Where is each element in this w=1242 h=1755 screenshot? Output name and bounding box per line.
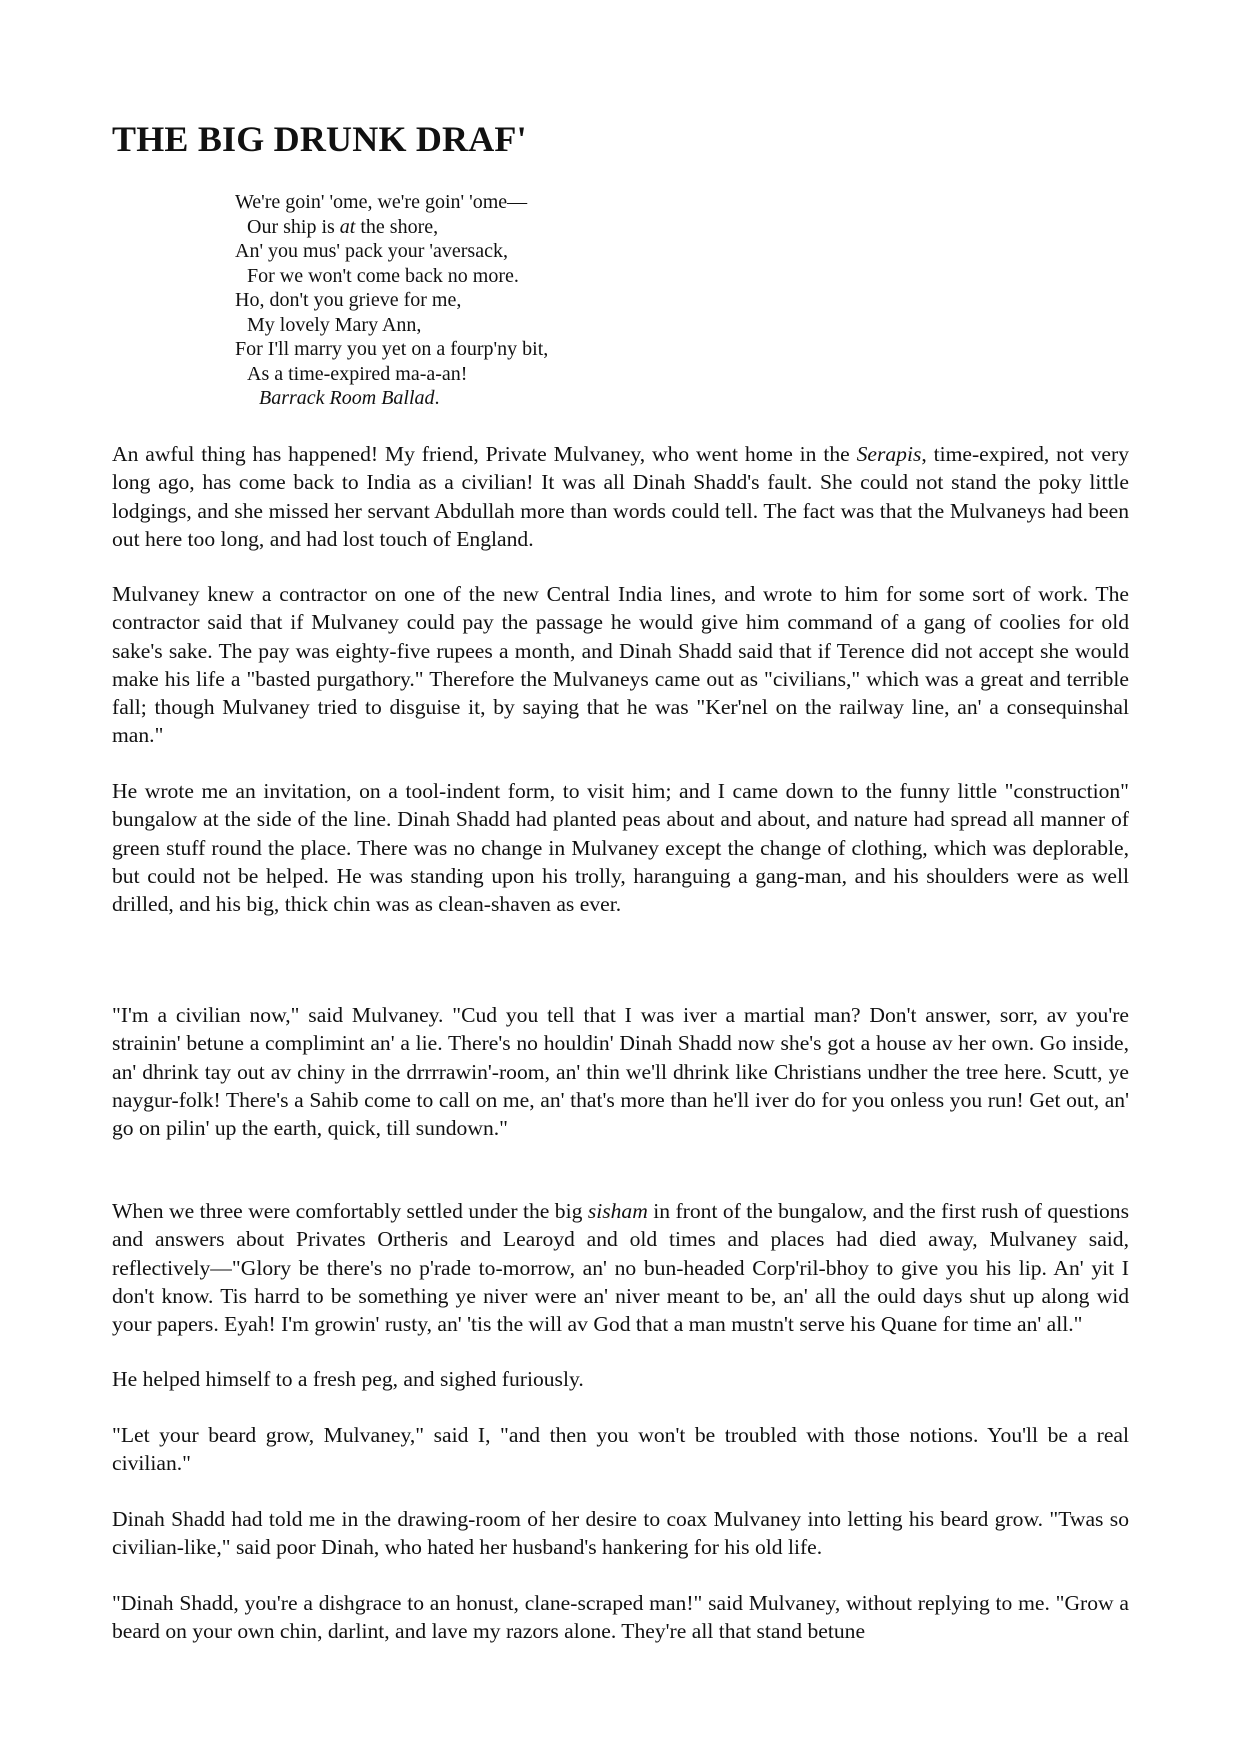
epigraph-line: For I'll marry you yet on a fourp'ny bit, — [235, 338, 549, 360]
epigraph-line: As a time-expired ma-a-an! — [247, 362, 468, 385]
epigraph-line: An' you mus' pack your 'aversack, — [235, 240, 508, 262]
epigraph-line — [235, 215, 735, 240]
epigraph-line-part: the shore, — [355, 215, 439, 238]
paragraph-4: "I'm a civilian now," said Mulvaney. "Cud you tell that I was iver a martial man? Don't answer, sorr, av you're strainin' betune a complimint an' a lie. There's no houldin' Dinah Shadd now she's got a house av her own. Go inside, an' dhrink tay out av chiny in the drrrrawin'-room, an' thin we'll dhrink like Christians undher the tree here. Scutt, ye naygur-folk! There's a Sahib come to call on me, an' that's more than he'll iver do for you onless you run! Get out, an' go on pilin' up the earth, quick, till sundown." — [112, 1003, 1129, 1141]
epigraph-line: For we won't come back no more. — [247, 264, 519, 287]
paragraph-text: An awful thing has happened! My friend, Private Mulvaney, who went home in the — [112, 442, 857, 466]
epigraph-line: My lovely Mary Ann, — [247, 313, 422, 336]
paragraph-7: "Let your beard grow, Mulvaney," said I, "and then you won't be troubled with those notions. You'll be a real civilian." — [112, 1423, 1129, 1476]
epigraph-source — [235, 386, 735, 411]
epigraph-line: Ho, don't you grieve for me, — [235, 289, 462, 311]
epigraph-emphasis: at — [339, 215, 356, 238]
tree-name: sisham — [587, 1199, 648, 1223]
ship-name: Serapis — [856, 442, 922, 466]
paragraph-text: , time-expired, not very long ago, has come back to India as a civilian! It was all Dinah Shadd's fault. She could not stand the poky little lodgings, and she missed her servant Abdullah more than words could tell. The fact was that the Mulvaneys had been out here too long, and had lost touch of England. — [112, 442, 1129, 551]
paragraph-3: He wrote me an invitation, on a tool-indent form, to visit him; and I came down to the funny little "construction" bungalow at the side of the line. Dinah Shadd had planted peas about and about, and nature had spread all manner of green stuff round the place. There was no change in Mulvaney except the change of clothing, which was deplorable, but could not be helped. He was standing upon his trolly, haranguing a gang-man, and his shoulders were as well drilled, and his big, thick chin was as clean-shaven as ever. — [112, 779, 1129, 917]
paragraph-6: He helped himself to a fresh peg, and sighed furiously. — [112, 1367, 584, 1391]
epigraph-line: We're goin' 'ome, we're goin' 'ome— — [235, 191, 528, 213]
epigraph-line-part: Our ship is — [247, 215, 340, 238]
epigraph-source-title: Barrack Room Ballad — [259, 387, 435, 409]
epigraph-source-suffix: . — [434, 387, 440, 409]
paragraph-9: "Dinah Shadd, you're a dishgrace to an honust, clane-scraped man!" said Mulvaney, without replying to me. "Grow a beard on your own chin, darlint, and lave my razors alone. They're all that stand betune — [112, 1591, 1129, 1644]
epigraph — [235, 190, 735, 411]
chapter-title: THE BIG DRUNK DRAF' — [112, 119, 527, 159]
paragraph-text: When we three were comfortably settled under the big — [112, 1199, 588, 1223]
paragraph-2: Mulvaney knew a contractor on one of the new Central India lines, and wrote to him for some sort of work. The contractor said that if Mulvaney could pay the passage he would give him command of a gang of coolies for old sake's sake. The pay was eighty-five rupees a month, and Dinah Shadd said that if Terence did not accept she would make his life a "basted purgathory." Therefore the Mulvaneys came out as "civilians," which was a great and terrible fall; though Mulvaney tried to disguise it, by saying that he was "Ker'nel on the railway line, an' a consequinshal man." — [112, 582, 1129, 748]
paragraph-1 — [112, 440, 1129, 553]
paragraph-text: in front of the bungalow, and the first rush of questions and answers about Privates Ortheris and Learoyd and old times and places had died away, Mulvaney said, reflectively—"Glory be there's no p'rade to-morrow, an' no bun-headed Corp'ril-bhoy to give you his lip. An' yit I don't know. Tis harrd to be something ye niver were an' niver meant to be, an' all the ould days shut up along wid your papers. Eyah! I'm growin' rusty, an' 'tis the will av God that a man mustn't serve his Quane for time an' all." — [112, 1199, 1129, 1337]
paragraph-8: Dinah Shadd had told me in the drawing-room of her desire to coax Mulvaney into letting his beard grow. "Twas so civilian-like," said poor Dinah, who hated her husband's hankering for his old life. — [112, 1507, 1129, 1560]
paragraph-5 — [112, 1197, 1129, 1338]
